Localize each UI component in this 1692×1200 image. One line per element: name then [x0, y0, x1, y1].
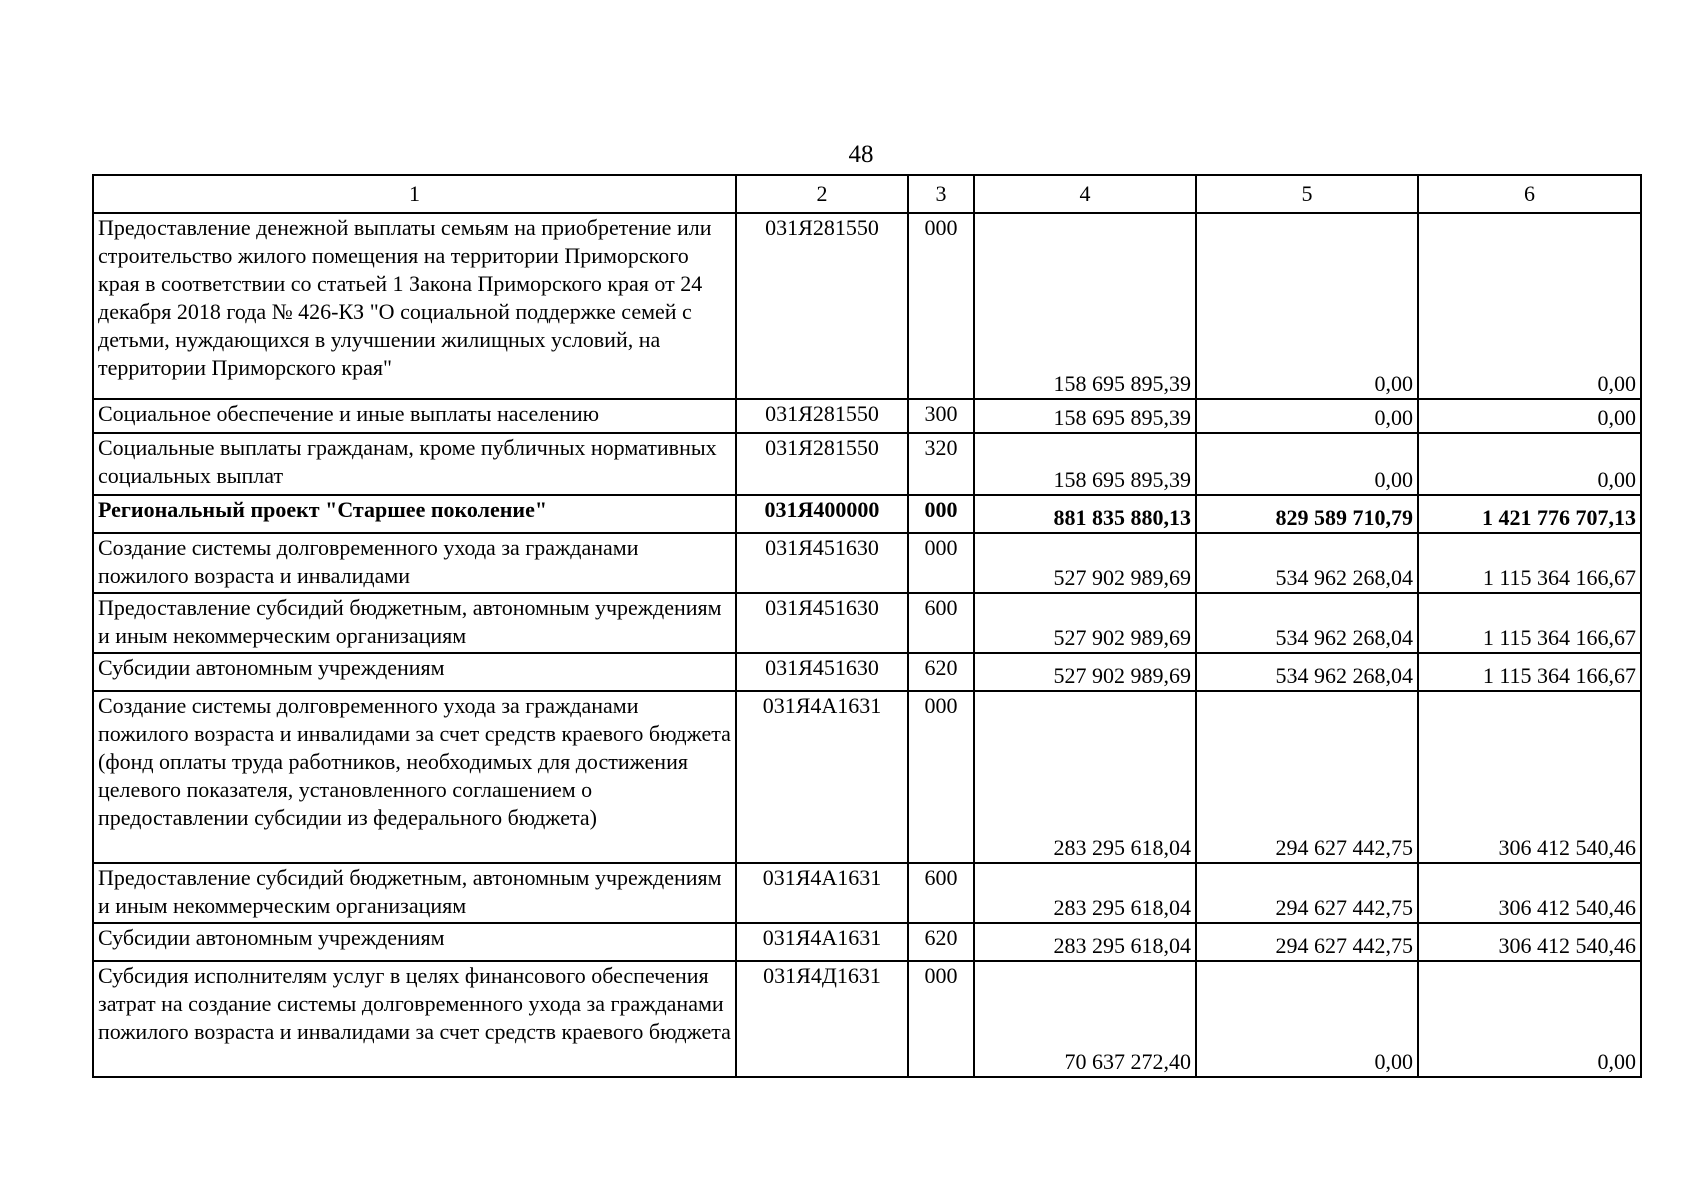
row-name: Субсидии автономным учреждениям: [93, 653, 736, 691]
budget-table: [92, 174, 1642, 1078]
row-expense-type: 600: [908, 863, 974, 923]
row-expense-type: 300: [908, 399, 974, 433]
row-name: Социальные выплаты гражданам, кроме публичных нормативных социальных выплат: [93, 433, 736, 495]
row-expense-type: 000: [908, 495, 974, 533]
row-name: Создание системы долговременного ухода за гражданами пожилого возраста и инвалидами за счет средств краевого бюджета (фонд оплаты труда работников, необходимых для достижения целевого показателя, установленного соглашением о предоставлении субсидии из федерального бюджета): [93, 691, 736, 863]
row-name: Региональный проект "Старшее поколение": [93, 495, 736, 533]
row-amount-col6: 1 115 364 166,67: [1418, 653, 1641, 691]
row-expense-type: 620: [908, 653, 974, 691]
row-expense-type: 620: [908, 923, 974, 961]
header-col-3: 3: [908, 175, 974, 213]
header-col-6: 6: [1418, 175, 1641, 213]
header-col-5: 5: [1196, 175, 1418, 213]
table-row: [93, 399, 1641, 433]
table-row: [93, 863, 1641, 923]
table-row: [93, 691, 1641, 863]
row-amount-col4: 158 695 895,39: [974, 399, 1196, 433]
row-name: Социальное обеспечение и иные выплаты населению: [93, 399, 736, 433]
row-amount-col6: 306 412 540,46: [1418, 863, 1641, 923]
row-amount-col5: 534 962 268,04: [1196, 593, 1418, 653]
row-name: Предоставление денежной выплаты семьям на приобретение или строительство жилого помещения на территории Приморского края в соответствии со статьей 1 Закона Приморского края от 24 декабря 2018 года № 426-КЗ "О социальной поддержке семей с детьми, нуждающихся в улучшении жилищных условий, на территории Приморского края": [93, 213, 736, 399]
row-amount-col5: 829 589 710,79: [1196, 495, 1418, 533]
row-amount-col5: 534 962 268,04: [1196, 653, 1418, 691]
row-amount-col4: 70 637 272,40: [974, 961, 1196, 1077]
row-name: Предоставление субсидий бюджетным, автономным учреждениям и иным некоммерческим организациям: [93, 593, 736, 653]
row-amount-col5: 0,00: [1196, 399, 1418, 433]
row-amount-col4: 158 695 895,39: [974, 433, 1196, 495]
row-amount-col6: 1 115 364 166,67: [1418, 593, 1641, 653]
row-amount-col6: 0,00: [1418, 433, 1641, 495]
table-row: [93, 593, 1641, 653]
row-amount-col6: 0,00: [1418, 213, 1641, 399]
row-amount-col5: 0,00: [1196, 961, 1418, 1077]
row-expense-type: 320: [908, 433, 974, 495]
header-col-4: 4: [974, 175, 1196, 213]
table-header-row: [93, 175, 1641, 213]
row-amount-col6: 1 421 776 707,13: [1418, 495, 1641, 533]
row-amount-col4: 283 295 618,04: [974, 691, 1196, 863]
row-target-code: 031Я281550: [736, 213, 908, 399]
table-row: [93, 213, 1641, 399]
table-row-project-total: [93, 495, 1641, 533]
row-expense-type: 000: [908, 533, 974, 593]
row-amount-col4: 527 902 989,69: [974, 653, 1196, 691]
row-target-code: 031Я281550: [736, 399, 908, 433]
row-expense-type: 000: [908, 213, 974, 399]
row-target-code: 031Я400000: [736, 495, 908, 533]
row-target-code: 031Я281550: [736, 433, 908, 495]
row-amount-col6: 306 412 540,46: [1418, 923, 1641, 961]
row-amount-col4: 158 695 895,39: [974, 213, 1196, 399]
row-target-code: 031Я451630: [736, 593, 908, 653]
row-target-code: 031Я451630: [736, 533, 908, 593]
row-amount-col4: 527 902 989,69: [974, 533, 1196, 593]
table-row: [93, 653, 1641, 691]
row-target-code: 031Я4А1631: [736, 923, 908, 961]
row-amount-col5: 294 627 442,75: [1196, 691, 1418, 863]
row-amount-col4: 881 835 880,13: [974, 495, 1196, 533]
row-amount-col5: 534 962 268,04: [1196, 533, 1418, 593]
table-row: [93, 923, 1641, 961]
row-name: Создание системы долговременного ухода за гражданами пожилого возраста и инвалидами: [93, 533, 736, 593]
table-row: [93, 961, 1641, 1077]
row-name: Предоставление субсидий бюджетным, автономным учреждениям и иным некоммерческим организациям: [93, 863, 736, 923]
row-amount-col6: 306 412 540,46: [1418, 691, 1641, 863]
row-amount-col6: 1 115 364 166,67: [1418, 533, 1641, 593]
row-expense-type: 000: [908, 961, 974, 1077]
row-name: Субсидии автономным учреждениям: [93, 923, 736, 961]
row-target-code: 031Я451630: [736, 653, 908, 691]
row-amount-col4: 283 295 618,04: [974, 923, 1196, 961]
table-row: [93, 533, 1641, 593]
row-target-code: 031Я4А1631: [736, 863, 908, 923]
row-amount-col6: 0,00: [1418, 961, 1641, 1077]
row-target-code: 031Я4А1631: [736, 691, 908, 863]
header-col-1: 1: [93, 175, 736, 213]
row-amount-col6: 0,00: [1418, 399, 1641, 433]
row-target-code: 031Я4Д1631: [736, 961, 908, 1077]
page-number: 48: [848, 141, 874, 168]
row-amount-col4: 527 902 989,69: [974, 593, 1196, 653]
row-amount-col5: 0,00: [1196, 213, 1418, 399]
row-name: Субсидия исполнителям услуг в целях финансового обеспечения затрат на создание системы долговременного ухода за гражданами пожилого возраста и инвалидами за счет средств краевого бюджета: [93, 961, 736, 1077]
row-expense-type: 600: [908, 593, 974, 653]
row-expense-type: 000: [908, 691, 974, 863]
row-amount-col5: 294 627 442,75: [1196, 923, 1418, 961]
header-col-2: 2: [736, 175, 908, 213]
row-amount-col4: 283 295 618,04: [974, 863, 1196, 923]
row-amount-col5: 0,00: [1196, 433, 1418, 495]
table-row: [93, 433, 1641, 495]
row-amount-col5: 294 627 442,75: [1196, 863, 1418, 923]
